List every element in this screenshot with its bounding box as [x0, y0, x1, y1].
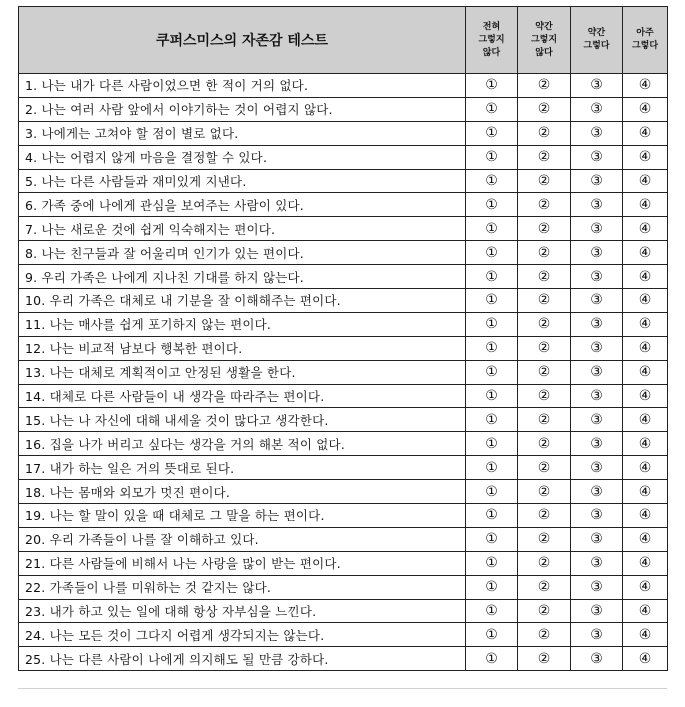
- self-esteem-table: [18, 6, 668, 671]
- question-row: [19, 575, 668, 599]
- option-header-2-line-2: 그렇지: [530, 34, 558, 45]
- option-header-3-line-2: 그렇다: [583, 41, 610, 51]
- answer-choice-2[interactable]: ②: [518, 289, 571, 313]
- answer-choice-1[interactable]: ①: [466, 575, 518, 599]
- answer-choice-3[interactable]: ③: [571, 408, 623, 432]
- question-row: [19, 527, 668, 551]
- answer-choice-2[interactable]: ②: [518, 599, 571, 623]
- answer-choice-4[interactable]: ④: [623, 74, 668, 98]
- answer-choice-4[interactable]: ④: [623, 289, 668, 313]
- question-row: [19, 480, 668, 504]
- answer-choice-2[interactable]: ②: [518, 456, 571, 480]
- answer-choice-4[interactable]: ④: [623, 336, 668, 360]
- question-text: 22. 가족들이 나를 미워하는 것 같지는 않다.: [19, 575, 466, 599]
- question-text: 6. 가족 중에 나에게 관심을 보여주는 사람이 있다.: [19, 193, 466, 217]
- answer-choice-1[interactable]: ①: [466, 74, 518, 98]
- question-text: 19. 나는 할 말이 있을 때 대체로 그 말을 하는 편이다.: [19, 504, 466, 528]
- answer-choice-2[interactable]: ②: [518, 121, 571, 145]
- option-header-2-line-3: 않다: [535, 47, 553, 58]
- answer-choice-3[interactable]: ③: [571, 217, 623, 241]
- answer-choice-4[interactable]: ④: [623, 599, 668, 623]
- answer-choice-4[interactable]: ④: [623, 384, 668, 408]
- question-text: 20. 우리 가족들이 나를 잘 이해하고 있다.: [19, 527, 466, 551]
- answer-choice-2[interactable]: ②: [518, 145, 571, 169]
- answer-choice-1[interactable]: ①: [466, 217, 518, 241]
- answer-choice-1[interactable]: ①: [466, 336, 518, 360]
- answer-choice-4[interactable]: ④: [623, 312, 668, 336]
- answer-choice-1[interactable]: ①: [466, 551, 518, 575]
- question-row: [19, 456, 668, 480]
- question-text: 11. 나는 매사를 쉽게 포기하지 않는 편이다.: [19, 312, 466, 336]
- answer-choice-2[interactable]: ②: [518, 480, 571, 504]
- answer-choice-3[interactable]: ③: [571, 169, 623, 193]
- answer-choice-4[interactable]: ④: [623, 480, 668, 504]
- answer-choice-1[interactable]: ①: [466, 241, 518, 265]
- answer-choice-4[interactable]: ④: [623, 504, 668, 528]
- question-row: [19, 145, 668, 169]
- answer-choice-4[interactable]: ④: [623, 408, 668, 432]
- answer-choice-1[interactable]: ①: [466, 145, 518, 169]
- option-header-3: [571, 7, 623, 74]
- option-header-1-line-3: 않다: [482, 47, 501, 58]
- answer-choice-3[interactable]: ③: [571, 145, 623, 169]
- question-text: 8. 나는 친구들과 잘 어울리며 인기가 있는 편이다.: [19, 241, 466, 265]
- answer-choice-3[interactable]: ③: [571, 575, 623, 599]
- question-text: 24. 나는 모든 것이 그다지 어렵게 생각되지는 않는다.: [19, 623, 466, 647]
- question-row: [19, 408, 668, 432]
- answer-choice-1[interactable]: ①: [466, 647, 518, 671]
- answer-choice-3[interactable]: ③: [571, 289, 623, 313]
- question-row: [19, 360, 668, 384]
- answer-choice-4[interactable]: ④: [623, 145, 668, 169]
- answer-choice-2[interactable]: ②: [518, 384, 571, 408]
- answer-choice-3[interactable]: ③: [571, 265, 623, 289]
- answer-choice-2[interactable]: ②: [518, 312, 571, 336]
- answer-choice-1[interactable]: ①: [466, 480, 518, 504]
- answer-choice-3[interactable]: ③: [571, 74, 623, 98]
- answer-choice-1[interactable]: ①: [466, 408, 518, 432]
- answer-choice-4[interactable]: ④: [623, 551, 668, 575]
- answer-choice-3[interactable]: ③: [571, 647, 623, 671]
- page-divider: [18, 688, 667, 689]
- table-title: 쿠퍼스미스의 자존감 테스트: [19, 7, 466, 74]
- option-header-1: [466, 7, 518, 74]
- answer-choice-2[interactable]: ②: [518, 575, 571, 599]
- question-row: [19, 193, 668, 217]
- answer-choice-4[interactable]: ④: [623, 432, 668, 456]
- answer-choice-2[interactable]: ②: [518, 265, 571, 289]
- question-text: 12. 나는 비교적 남보다 행복한 편이다.: [19, 336, 466, 360]
- question-row: [19, 97, 668, 121]
- answer-choice-3[interactable]: ③: [571, 527, 623, 551]
- answer-choice-1[interactable]: ①: [466, 169, 518, 193]
- header-row: [19, 7, 668, 74]
- answer-choice-4[interactable]: ④: [623, 193, 668, 217]
- question-row: [19, 599, 668, 623]
- answer-choice-4[interactable]: ④: [623, 121, 668, 145]
- question-row: [19, 121, 668, 145]
- answer-choice-2[interactable]: ②: [518, 647, 571, 671]
- option-header-1-line-2: 그렇지: [478, 34, 505, 45]
- option-header-4: [623, 7, 668, 74]
- answer-choice-4[interactable]: ④: [623, 217, 668, 241]
- answer-choice-2[interactable]: ②: [518, 193, 571, 217]
- answer-choice-4[interactable]: ④: [623, 265, 668, 289]
- answer-choice-4[interactable]: ④: [623, 169, 668, 193]
- answer-choice-2[interactable]: ②: [518, 551, 571, 575]
- answer-choice-4[interactable]: ④: [623, 623, 668, 647]
- answer-choice-1[interactable]: ①: [466, 599, 518, 623]
- question-text: 17. 내가 하는 일은 거의 뜻대로 된다.: [19, 456, 466, 480]
- answer-choice-2[interactable]: ②: [518, 336, 571, 360]
- answer-choice-4[interactable]: ④: [623, 575, 668, 599]
- answer-choice-2[interactable]: ②: [518, 504, 571, 528]
- answer-choice-1[interactable]: ①: [466, 456, 518, 480]
- question-row: [19, 217, 668, 241]
- question-row: [19, 265, 668, 289]
- answer-choice-1[interactable]: ①: [466, 432, 518, 456]
- question-text: 1. 나는 내가 다른 사람이었으면 한 적이 거의 없다.: [19, 74, 466, 98]
- option-header-3-line-1: 약간: [587, 28, 606, 38]
- question-row: [19, 623, 668, 647]
- question-row: [19, 312, 668, 336]
- answer-choice-1[interactable]: ①: [466, 121, 518, 145]
- option-header-4-line-1: 아주: [636, 28, 654, 38]
- answer-choice-2[interactable]: ②: [518, 97, 571, 121]
- question-text: 23. 내가 하고 있는 일에 대해 항상 자부심을 느낀다.: [19, 599, 466, 623]
- answer-choice-1[interactable]: ①: [466, 504, 518, 528]
- answer-choice-1[interactable]: ①: [466, 623, 518, 647]
- answer-choice-1[interactable]: ①: [466, 265, 518, 289]
- answer-choice-3[interactable]: ③: [571, 551, 623, 575]
- question-text: 21. 다른 사람들에 비해서 나는 사랑을 많이 받는 편이다.: [19, 551, 466, 575]
- option-header-2-line-1: 약간: [535, 21, 553, 32]
- question-row: [19, 551, 668, 575]
- question-text: 7. 나는 새로운 것에 쉽게 익숙해지는 편이다.: [19, 217, 466, 241]
- answer-choice-1[interactable]: ①: [466, 289, 518, 313]
- question-text: 5. 나는 다른 사람들과 재미있게 지낸다.: [19, 169, 466, 193]
- answer-choice-2[interactable]: ②: [518, 623, 571, 647]
- question-text: 18. 나는 몸매와 외모가 멋진 편이다.: [19, 480, 466, 504]
- question-row: [19, 241, 668, 265]
- answer-choice-3[interactable]: ③: [571, 312, 623, 336]
- option-header-1-line-1: 전혀: [482, 21, 501, 32]
- answer-choice-1[interactable]: ①: [466, 527, 518, 551]
- answer-choice-2[interactable]: ②: [518, 432, 571, 456]
- answer-choice-2[interactable]: ②: [518, 241, 571, 265]
- answer-choice-4[interactable]: ④: [623, 527, 668, 551]
- question-text: 13. 나는 대체로 계획적이고 안정된 생활을 한다.: [19, 360, 466, 384]
- answer-choice-4[interactable]: ④: [623, 647, 668, 671]
- answer-choice-2[interactable]: ②: [518, 74, 571, 98]
- question-text: 15. 나는 나 자신에 대해 내세울 것이 많다고 생각한다.: [19, 408, 466, 432]
- answer-choice-3[interactable]: ③: [571, 121, 623, 145]
- option-header-4-line-2: 그렇다: [631, 41, 659, 51]
- answer-choice-3[interactable]: ③: [571, 241, 623, 265]
- question-text: 9. 우리 가족은 나에게 지나친 기대를 하지 않는다.: [19, 265, 466, 289]
- answer-choice-3[interactable]: ③: [571, 599, 623, 623]
- question-text: 10. 우리 가족은 대체로 내 기분을 잘 이해해주는 편이다.: [19, 289, 466, 313]
- question-row: [19, 384, 668, 408]
- answer-choice-2[interactable]: ②: [518, 408, 571, 432]
- question-text: 2. 나는 여러 사람 앞에서 이야기하는 것이 어렵지 않다.: [19, 97, 466, 121]
- answer-choice-2[interactable]: ②: [518, 169, 571, 193]
- question-row: [19, 169, 668, 193]
- answer-choice-3[interactable]: ③: [571, 360, 623, 384]
- question-text: 4. 나는 어렵지 않게 마음을 결정할 수 있다.: [19, 145, 466, 169]
- answer-choice-3[interactable]: ③: [571, 193, 623, 217]
- question-row: [19, 504, 668, 528]
- survey-sheet: [18, 6, 667, 671]
- answer-choice-3[interactable]: ③: [571, 480, 623, 504]
- question-text: 3. 나에게는 고쳐야 할 점이 별로 없다.: [19, 121, 466, 145]
- answer-choice-1[interactable]: ①: [466, 384, 518, 408]
- answer-choice-3[interactable]: ③: [571, 456, 623, 480]
- option-header-2: [518, 7, 571, 74]
- question-row: [19, 289, 668, 313]
- question-list: [19, 74, 668, 671]
- question-text: 25. 나는 다른 사람이 나에게 의지해도 될 만큼 강하다.: [19, 647, 466, 671]
- answer-choice-1[interactable]: ①: [466, 360, 518, 384]
- question-row: [19, 647, 668, 671]
- answer-choice-3[interactable]: ③: [571, 432, 623, 456]
- answer-choice-3[interactable]: ③: [571, 384, 623, 408]
- answer-choice-3[interactable]: ③: [571, 336, 623, 360]
- question-text: 14. 대체로 다른 사람들이 내 생각을 따라주는 편이다.: [19, 384, 466, 408]
- answer-choice-4[interactable]: ④: [623, 241, 668, 265]
- answer-choice-4[interactable]: ④: [623, 360, 668, 384]
- answer-choice-3[interactable]: ③: [571, 97, 623, 121]
- question-row: [19, 336, 668, 360]
- answer-choice-1[interactable]: ①: [466, 193, 518, 217]
- answer-choice-2[interactable]: ②: [518, 217, 571, 241]
- question-row: [19, 432, 668, 456]
- answer-choice-4[interactable]: ④: [623, 97, 668, 121]
- answer-choice-1[interactable]: ①: [466, 97, 518, 121]
- answer-choice-4[interactable]: ④: [623, 456, 668, 480]
- answer-choice-2[interactable]: ②: [518, 527, 571, 551]
- answer-choice-3[interactable]: ③: [571, 623, 623, 647]
- answer-choice-1[interactable]: ①: [466, 312, 518, 336]
- question-row: [19, 74, 668, 98]
- answer-choice-3[interactable]: ③: [571, 504, 623, 528]
- answer-choice-2[interactable]: ②: [518, 360, 571, 384]
- question-text: 16. 집을 나가 버리고 싶다는 생각을 거의 해본 적이 없다.: [19, 432, 466, 456]
